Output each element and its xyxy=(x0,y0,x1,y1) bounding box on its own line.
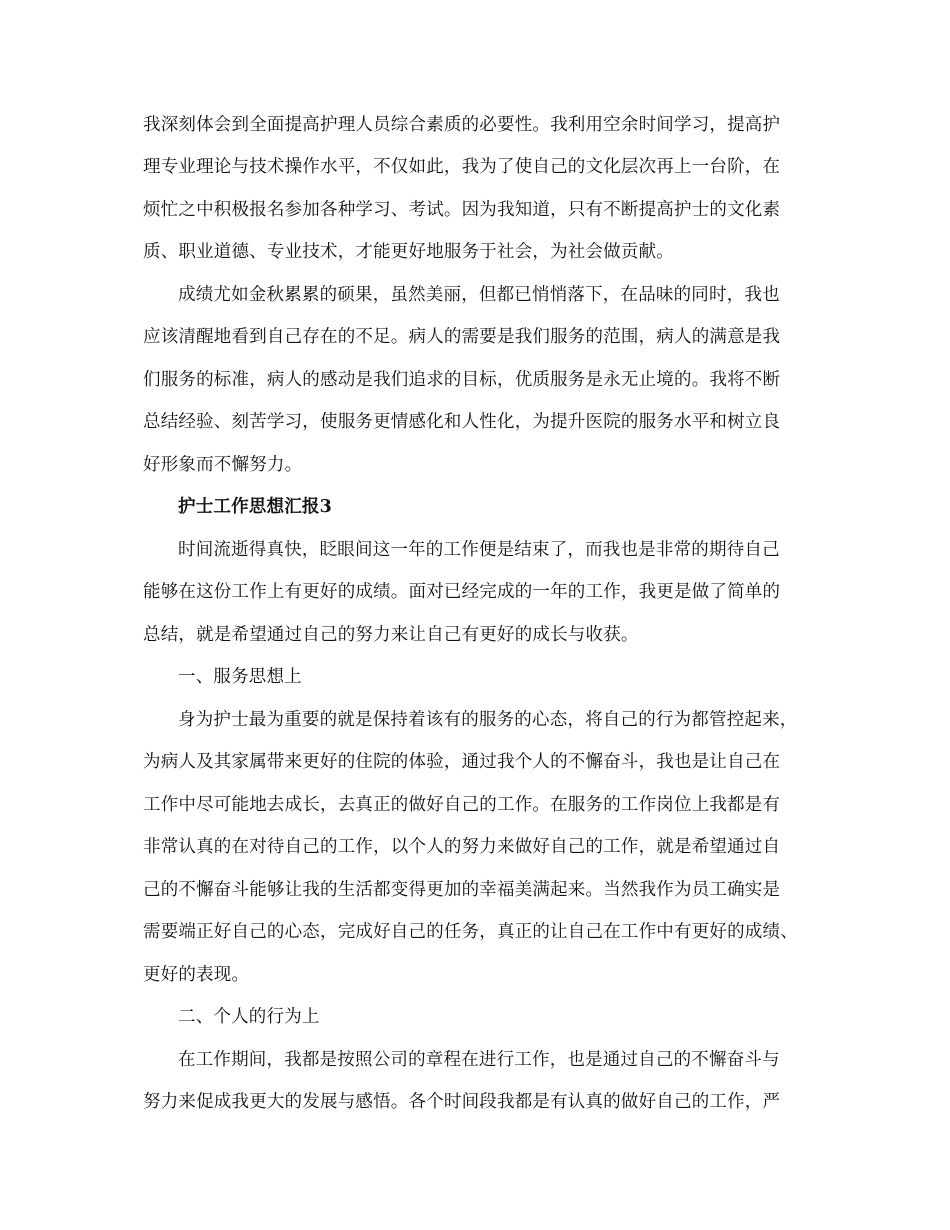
paragraph-4-line-5: 己的不懈奋斗能够让我的生活都变得更加的幸福美满起来。当然我作为员工确实是 xyxy=(143,880,781,900)
paragraph-1-line-1: 我深刻体会到全面提高护理人员综合素质的必要性。我利用空余时间学习，提高护 xyxy=(143,115,781,135)
paragraph-3-line-3: 总结，就是希望通过自己的努力来让自己有更好的成长与收获。 xyxy=(143,625,639,645)
paragraph-5-line-2: 努力来促成我更大的发展与感悟。各个时间段我都是有认真的做好自己的工作，严 xyxy=(143,1092,781,1112)
paragraph-4-line-1: 身为护士最为重要的就是保持着该有的服务的心态，将自己的行为都管控起来， xyxy=(178,710,798,730)
paragraph-2-line-2: 应该清醒地看到自己存在的不足。病人的需要是我们服务的范围，病人的满意是我 xyxy=(143,327,781,347)
paragraph-2-line-5: 好形象而不懈努力。 xyxy=(143,455,303,475)
paragraph-1-line-3: 烦忙之中积极报名参加各种学习、考试。因为我知道，只有不断提高护士的文化素 xyxy=(143,200,781,220)
paragraph-1-line-2: 理专业理论与技术操作水平，不仅如此，我为了使自己的文化层次再上一台阶，在 xyxy=(143,157,781,177)
section-heading: 护士工作思想汇报3 xyxy=(178,497,332,517)
subheading-service: 一、服务思想上 xyxy=(178,667,302,687)
paragraph-4-line-2: 为病人及其家属带来更好的住院的体验，通过我个人的不懈奋斗，我也是让自己在 xyxy=(143,752,781,772)
paragraph-1-line-4: 质、职业道德、专业技术，才能更好地服务于社会，为社会做贡献。 xyxy=(143,242,674,262)
paragraph-4-line-4: 非常认真的在对待自己的工作，以个人的努力来做好自己的工作，就是希望通过自 xyxy=(143,837,781,857)
paragraph-4-line-3: 工作中尽可能地去成长，去真正的做好自己的工作。在服务的工作岗位上我都是有 xyxy=(143,795,781,815)
paragraph-3-line-2: 能够在这份工作上有更好的成绩。面对已经完成的一年的工作，我更是做了简单的 xyxy=(143,582,781,602)
paragraph-4-line-7: 更好的表现。 xyxy=(143,965,250,985)
paragraph-4-line-6: 需要端正好自己的心态，完成好自己的任务，真正的让自己在工作中有更好的成绩、 xyxy=(143,922,798,942)
paragraph-2-line-4: 总结经验、刻苦学习，使服务更情感化和人性化，为提升医院的服务水平和树立良 xyxy=(143,412,781,432)
subheading-behavior: 二、个人的行为上 xyxy=(178,1007,320,1027)
paragraph-2-line-1: 成绩尤如金秋累累的硕果，虽然美丽，但都已悄悄落下，在品味的同时，我也 xyxy=(178,285,780,305)
paragraph-3-line-1: 时间流逝得真快，眨眼间这一年的工作便是结束了，而我也是非常的期待自己 xyxy=(178,540,780,560)
paragraph-2-line-3: 们服务的标准，病人的感动是我们追求的目标，优质服务是永无止境的。我将不断 xyxy=(143,370,781,390)
paragraph-5-line-1: 在工作期间，我都是按照公司的章程在进行工作，也是通过自己的不懈奋斗与 xyxy=(178,1050,780,1070)
